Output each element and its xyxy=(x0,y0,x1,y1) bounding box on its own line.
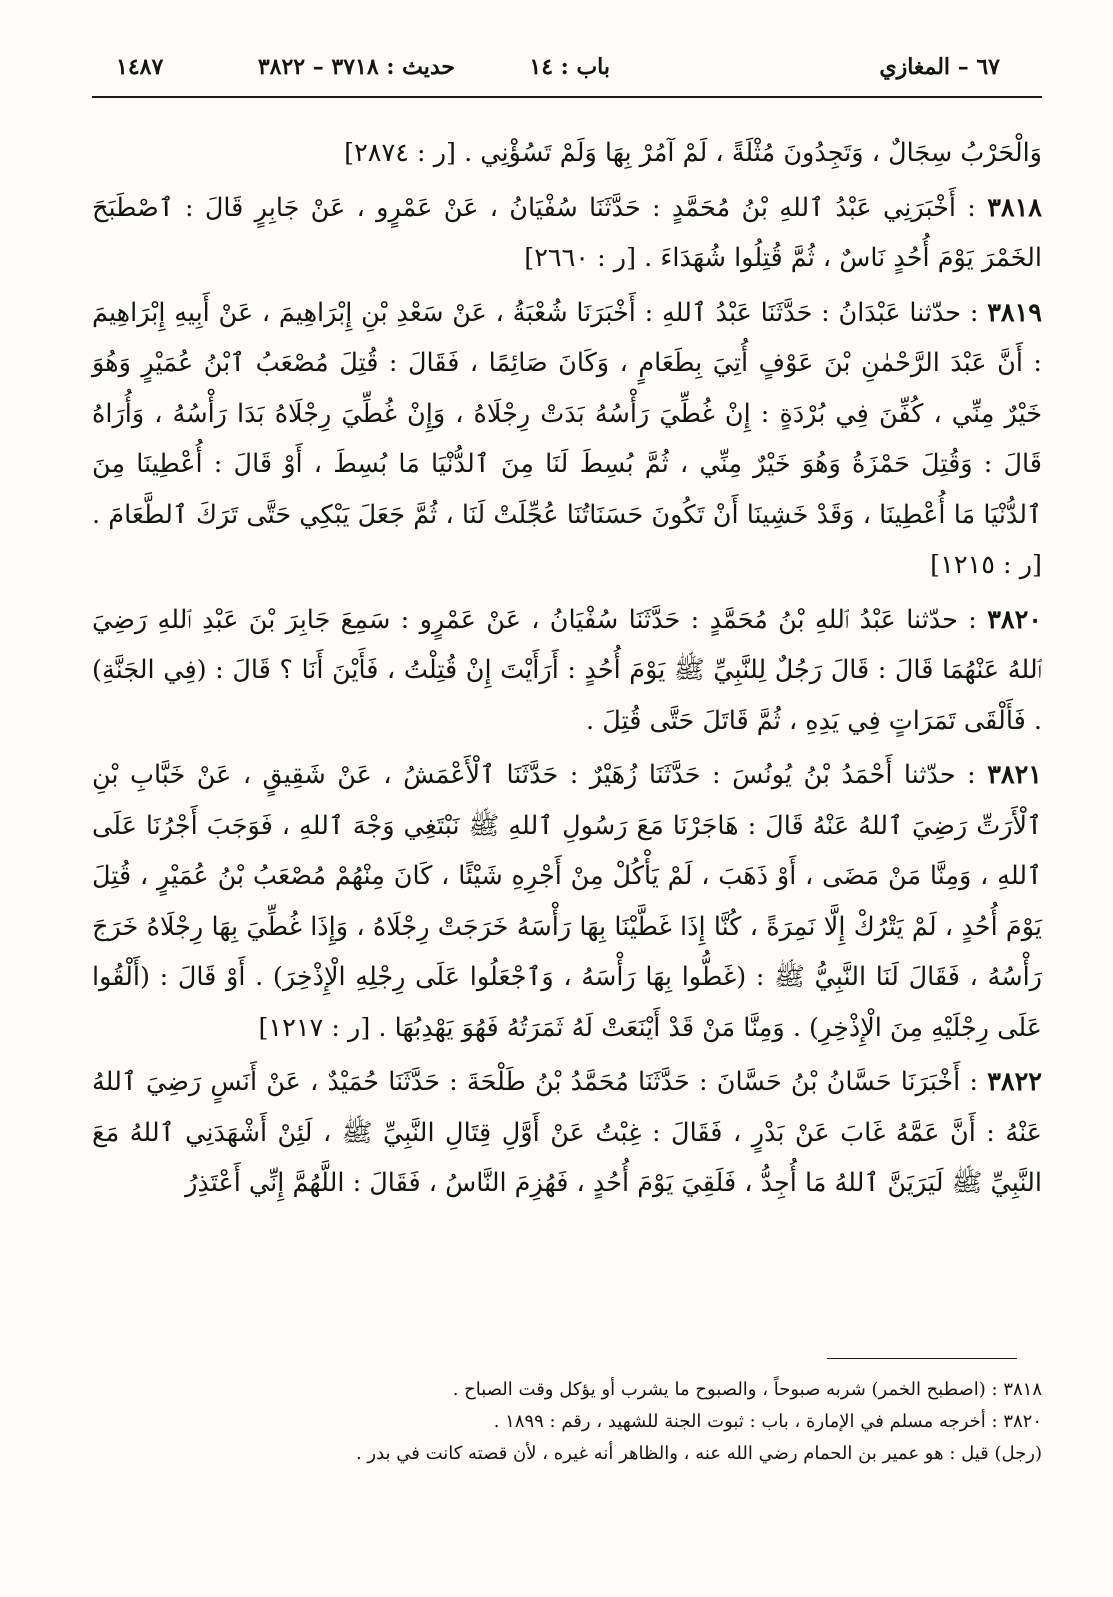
hadith-paragraph xyxy=(92,183,1042,284)
footnote-divider xyxy=(827,1358,1017,1359)
hadith-paragraph xyxy=(92,595,1042,747)
hadith-number: ٣٨٢٢ xyxy=(987,1067,1043,1097)
hadith-range: حديث : ٣٧١٨ – ٣٨٢٢ xyxy=(257,54,455,80)
main-text xyxy=(92,128,1042,1213)
hadith-text: وَالْحَرْبُ سِجَالٌ ، وَتَجِدُونَ مُثْلَةً ، لَمْ آمُرْ بِهَا وَلَمْ تَسُؤْنِي . [ر : ٢٨٧٤] xyxy=(344,138,1042,168)
footnote: ٣٨١٨ : (اصطبح الخمر) شربه صبوحاً ، والصبوح ما يشرب أو يؤكل وقت الصباح . xyxy=(452,1379,1042,1400)
hadith-paragraph xyxy=(92,128,1042,179)
hadith-number: ٣٨١٨ xyxy=(987,192,1042,223)
hadith-text: : أَخْبَرَنَا حَسَّانُ بْنُ حَسَّانَ : حَدَّثَنَا مُحَمَّدُ بْنُ طَلْحَةَ : حَدَّثَنَا حُمَيْدٌ ، عَنْ أَنَسٍ رَضِيَ ٱللهُ عَنْهُ : أَنَّ عَمَّهُ غَابَ عَنْ بَدْرٍ ، فَقَالَ : غِبْتُ عَنْ أَوَّلِ قِتَالِ النَّبِيِّ ﷺ ، لَئِنْ أَشْهَدَنِي ٱللهُ مَعَ النَّبِيِّ ﷺ لَيَرَيَنَّ ٱللهُ مَا أُجِدُّ ، فَلَقِيَ يَوْمَ أُحُدٍ ، فَهُزِمَ النَّاسُ ، فَقَالَ : اللَّهُمَّ إِنِّي أَعْتَذِرُ xyxy=(92,1067,1042,1198)
chapter-title: ٦٧ – المغازي xyxy=(879,54,1000,80)
running-header xyxy=(100,44,1040,92)
hadith-text: : حدّثنا عَبْدُ ٱللهِ بْنُ مُحَمَّدٍ : حَدَّثَنَا سُفْيَانُ ، عَنْ عَمْرٍو : سَمِعَ جَابِرَ بْنَ عَبْدِ ٱللهِ رَضِيَ ٱللهُ عَنْهُمَا قَالَ : قَالَ رَجُلٌ لِلنَّبِيِّ ﷺ يَوْمَ أُحُدٍ : أَرَأَيْتَ إِنْ قُتِلْتُ ، فَأَيْنَ أَنَا ؟ قَالَ : (فِي الجَنَّةِ) . فَأَلْقَى تَمَرَاتٍ فِي يَدِهِ ، ثُمَّ قَاتَلَ حَتَّى قُتِلَ . xyxy=(92,604,1042,736)
hadith-number: ٣٨٢١ xyxy=(987,760,1042,790)
hadith-paragraph xyxy=(92,288,1042,591)
bab-number: باب : ١٤ xyxy=(529,54,610,80)
hadith-paragraph xyxy=(92,750,1042,1053)
hadith-text: : حدّثنا أَحْمَدُ بْنُ يُونُسَ : حَدَّثَنَا زُهَيْرٌ : حَدَّثَنَا ٱلْأَعْمَشُ ، عَنْ شَقِيقٍ ، عَنْ خَبَّابِ بْنِ ٱلْأَرَتِّ رَضِيَ ٱللهُ عَنْهُ قَالَ : هَاجَرْنَا مَعَ رَسُولِ ٱللهِ ﷺ نَبْتَغِي وَجْهَ ٱللهِ ، فَوَجَبَ أَجْرُنَا عَلَى ٱللهِ ، وَمِنَّا مَنْ مَضَى ، أَوْ ذَهَبَ ، لَمْ يَأْكُلْ مِنْ أَجْرِهِ شَيْئًا ، كَانَ مِنْهُمْ مُصْعَبُ بْنُ عُمَيْرٍ ، قُتِلَ يَوْمَ أُحُدٍ ، لَمْ يَتْرُكْ إِلَّا نَمِرَةً ، كُنَّا إِذَا غَطَّيْنَا بِهَا رَأْسَهُ خَرَجَتْ رِجْلَاهُ ، وَإِذَا غُطِّيَ بِهَا رِجْلَاهُ خَرَجَ رَأْسُهُ ، فَقَالَ لَنَا النَّبِيُّ ﷺ : (غَطُّوا بِهَا رَأْسَهُ ، وَٱجْعَلُوا عَلَى رِجْلِهِ الْإِذْخِرَ) . أَوْ قَالَ : (أَلْقُوا عَلَى رِجْلَيْهِ مِنَ الْإِذْخِرِ) . وَمِنَّا مَنْ قَدْ أَيْنَعَتْ لَهُ ثَمَرَتُهُ فَهُوَ يَهْدِبُهَا . [ر : ١٢١٧] xyxy=(92,760,1042,1043)
hadith-number: ٣٨١٩ xyxy=(987,297,1042,328)
hadith-paragraph xyxy=(92,1057,1042,1209)
footnote: ٣٨٢٠ : أخرجه مسلم في الإمارة ، باب : ثبوت الجنة للشهيد ، رقم : ١٨٩٩ . xyxy=(493,1411,1042,1432)
page-number: ١٤٨٧ xyxy=(116,54,164,80)
hadith-text: : أَخْبَرَنِي عَبْدُ ٱللهِ بْنُ مُحَمَّدٍ : حَدَّثَنَا سُفْيَانُ ، عَنْ عَمْرٍو ، عَنْ جَابِرٍ قَالَ : ٱصْطَبَحَ الخَمْرَ يَوْمَ أُحُدٍ نَاسٌ ، ثُمَّ قُتِلُوا شُهَدَاءَ . [ر : ٢٦٦٠] xyxy=(92,192,1042,273)
footnotes xyxy=(96,1374,1042,1470)
header-divider xyxy=(92,96,1042,98)
footnote: (رجل) قيل : هو عمير بن الحمام رضي الله عنه ، والظاهر أنه غيره ، لأن قصته كانت في بدر . xyxy=(355,1443,1042,1464)
hadith-text: : حدّثنا عَبْدَانُ : حَدَّثَنَا عَبْدُ ٱللهِ : أَخْبَرَنَا شُعْبَةُ ، عَنْ سَعْدِ بْنِ إِبْرَاهِيمَ ، عَنْ أَبِيهِ إِبْرَاهِيمَ : أَنَّ عَبْدَ الرَّحْمٰنِ بْنَ عَوْفٍ أُتِيَ بِطَعَامٍ ، وَكَانَ صَائِمًا ، فَقَالَ : قُتِلَ مُصْعَبُ ٱبْنُ عُمَيْرٍ وَهُوَ خَيْرٌ مِنِّي ، كُفِّنَ فِي بُرْدَةٍ : إِنْ غُطِّيَ رَأْسُهُ بَدَتْ رِجْلَاهُ ، وَإِنْ غُطِّيَ رِجْلَاهُ بَدَا رَأْسُهُ ، وَأُرَاهُ قَالَ : وَقُتِلَ حَمْزَةُ وَهُوَ خَيْرٌ مِنِّي ، ثُمَّ بُسِطَ لَنَا مِنَ ٱلدُّنْيَا مَا بُسِطَ ، أَوْ قَالَ : أُعْطِينَا مِنَ ٱلدُّنْيَا مَا أُعْطِينَا ، وَقَدْ خَشِينَا أَنْ تَكُونَ حَسَنَاتُنَا عُجِّلَتْ لَنَا ، ثُمَّ جَعَلَ يَبْكِي حَتَّى تَرَكَ ٱلطَّعَامَ . [ر : ١٢١٥] xyxy=(92,297,1042,580)
hadith-number: ٣٨٢٠ xyxy=(987,604,1043,635)
